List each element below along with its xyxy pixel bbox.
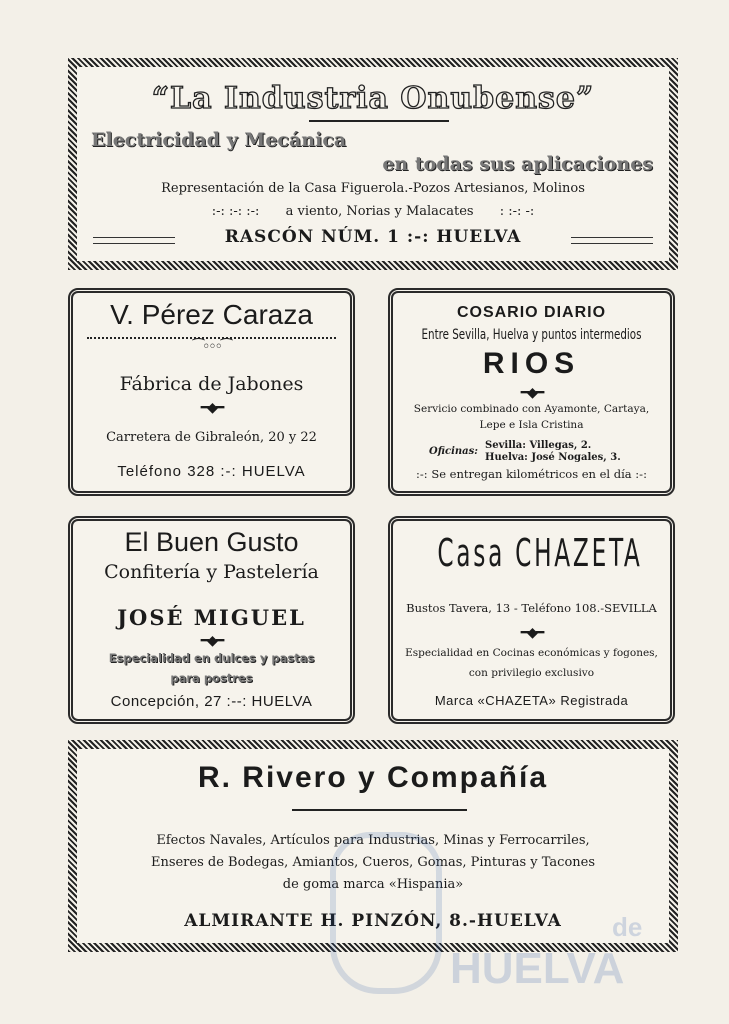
ad-specialty-1: Especialidad en dulces y pastas xyxy=(108,651,315,665)
ad-service-1: Servicio combinado con Ayamonte, Cartaya, xyxy=(413,403,650,415)
ad-perez-caraza xyxy=(68,288,355,496)
offices-label: Oficinas: xyxy=(429,446,478,457)
ad-description-2: Enseres de Bodegas, Amiantos, Cueros, Gomas, Pinturas y Tacones xyxy=(150,855,596,870)
ad-address: Carretera de Gibraleón, 20 y 22 xyxy=(106,430,317,445)
ad-footer: :-: Se entregan kilométricos en el día :-: xyxy=(416,467,647,481)
ad-trademark: Marca «CHAZETA» Registrada xyxy=(434,693,629,708)
watermark-text-big: HUELVA xyxy=(450,944,625,993)
archive-seal-icon xyxy=(330,832,442,994)
ad-title: “La Industria Onubense” xyxy=(151,81,595,116)
ad-casa-chazeta xyxy=(388,516,675,724)
ornament-icon: ━◆━ xyxy=(200,400,223,416)
ad-description-2-text: a viento, Norias y Malacates xyxy=(285,204,474,219)
title-underline xyxy=(309,120,449,122)
ornament-left: :-: :-: :-: xyxy=(211,204,260,219)
ad-phone: Teléfono 328 :-: HUELVA xyxy=(117,463,306,480)
ornament-icon: ━◆━ xyxy=(520,625,543,641)
ad-service-2: Lepe e Isla Cristina xyxy=(479,419,584,431)
ad-name: V. Pérez Caraza xyxy=(110,299,313,330)
ad-subtitle-2: en todas sus aplicaciones xyxy=(382,153,653,175)
name-underline xyxy=(292,809,467,811)
ad-description-3: de goma marca «Hispania» xyxy=(282,877,464,892)
ornament-right: : :-: -: xyxy=(499,204,535,219)
ad-business: Fábrica de Jabones xyxy=(119,373,304,395)
ad-el-buen-gusto xyxy=(68,516,355,724)
ornament-icon: ━◆━ xyxy=(200,633,223,649)
ad-name: El Buen Gusto xyxy=(124,527,299,557)
ad-name: RIOS xyxy=(482,347,581,380)
ad-description-2 xyxy=(77,204,669,219)
ad-route: Entre Sevilla, Huelva y puntos intermedios xyxy=(421,327,642,343)
ad-subtitle-1: Electricidad y Mecánica xyxy=(91,129,347,151)
ad-name: R. Rivero y Compañía xyxy=(197,761,549,794)
ornament-icon: ⁀◦◦◦⁀ xyxy=(192,339,231,355)
ad-address: RASCÓN NÚM. 1 :-: HUELVA xyxy=(224,227,522,247)
ornament-icon: ━◆━ xyxy=(520,385,543,401)
office-1: Sevilla: Villegas, 2. xyxy=(485,440,592,451)
ad-description-1: Efectos Navales, Artículos para Industrias, Minas y Ferrocarriles, xyxy=(156,833,590,848)
ad-owner: JOSÉ MIGUEL xyxy=(117,605,306,630)
ad-name: Casa CHAZETA xyxy=(437,531,643,575)
ad-specialty-2: para postres xyxy=(170,671,253,685)
ad-business: Confitería y Pastelería xyxy=(104,561,319,583)
ad-address: Bustos Tavera, 13 - Teléfono 108.-SEVILLA xyxy=(406,601,657,615)
ad-address: Concepción, 27 :--: HUELVA xyxy=(110,693,313,710)
watermark-text-small: de xyxy=(612,912,643,942)
ad-industria-onubense xyxy=(68,58,678,270)
ad-address: ALMIRANTE H. PINZÓN, 8.-HUELVA xyxy=(184,911,562,931)
ad-specialty-2: con privilegio exclusivo xyxy=(468,667,595,679)
ad-header: COSARIO DIARIO xyxy=(456,304,607,321)
ad-description-1: Representación de la Casa Figuerola.-Pozos Artesianos, Molinos xyxy=(161,181,585,196)
ad-rios xyxy=(388,288,675,496)
office-2: Huelva: José Nogales, 3. xyxy=(485,452,621,463)
ad-specialty-1: Especialidad en Cocinas económicas y fogones, xyxy=(405,647,658,659)
